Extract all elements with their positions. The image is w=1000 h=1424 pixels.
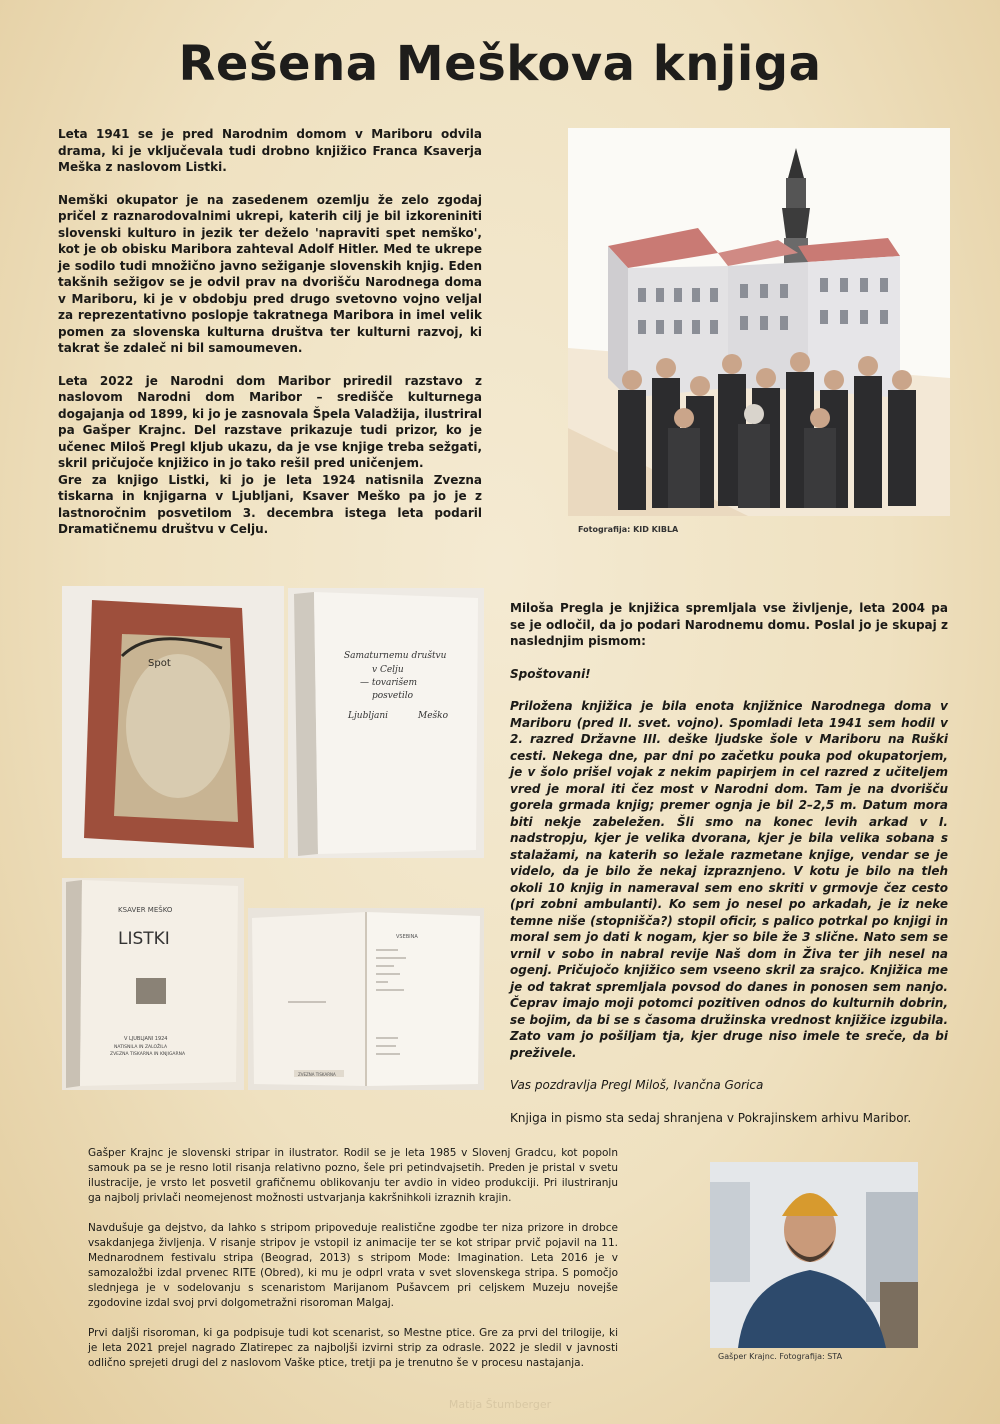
- letter-salutation: Spoštovani!: [510, 666, 591, 681]
- letter-section: [510, 600, 948, 1142]
- dedication-line: — tovarišem: [360, 678, 418, 688]
- intro-paragraph: Gre za knjigo Listki, ki jo je leta 1924 natisnila Zvezna tiskarna in knjigarna v Ljubljani, Ksaver Meško pa jo je z lastnoročnim posvetilom 3. decembra istega leta podaril Dramatičnemu društvu v Celju.: [58, 472, 482, 536]
- photo-title-page: [62, 878, 244, 1090]
- photo-book-cover: [62, 586, 284, 858]
- intro-paragraph: Nemški okupator je na zasedenem ozemlju že zelo zgodaj pričel z raznarodovalnimi ukrepi, katerih cilj je bil izkoreniniti slovenski kulturo in jezik ter deželo 'napraviti spet nemško', kot je ob obisku Maribora zahteval Adolf Hitler. Med te ukrepe je sodilo tudi množično javno sežiganje slovenskih knjig. Eden takšnih sežigov se je odvil prav na dvorišču Narodnega doma v Mariboru, ki je v obdobju pred drugo svetovno vojno veljal za reprezentativno poslopje takratnega Maribora in imel velik pomen za slovenska kulturna društva ter kulturni razvoj, ki takrat še zdaleč ni bil samoumeven.: [58, 192, 482, 355]
- title-page-publisher: NATISNILA IN ZALOŽILA: [114, 1045, 168, 1050]
- title-page-title: LISTKI: [118, 929, 170, 949]
- bio-text: [88, 1146, 618, 1386]
- contents-stamp: ZVEZNA TISKARNA: [298, 1072, 336, 1077]
- page-title: Rešena Meškova knjiga: [178, 36, 822, 92]
- intro-text: [58, 126, 482, 554]
- illustration-caption: Fotografija: KID KIBLA: [578, 525, 679, 534]
- intro-paragraph: Leta 2022 je Narodni dom Maribor priredil razstavo z naslovom Narodni dom Maribor – središče kulturnega dogajanja od 1899, ki jo je zasnovala Špela Valadžija, ilustriral pa Gašper Krajnc. Del razstave prikazuje tudi prizor, ko je učenec Miloš Pregl kljub ukazu, da je vse knjige treba sežgati, skril pričujoče knjižico in jo tako rešil pred uničenjem.: [58, 373, 482, 470]
- page-credit: Matija Štumberger: [448, 1398, 552, 1411]
- title-page-author: KSAVER MEŠKO: [118, 906, 173, 914]
- portrait-caption: Gašper Krajnc. Fotografija: STA: [718, 1352, 843, 1361]
- photo-contents-page: [248, 908, 484, 1090]
- illustration-narodni-dom: [568, 128, 950, 516]
- bio-paragraph: Navdušuje ga dejstvo, da lahko s stripom pripoveduje realistične zgodbe ter niza prizore in drobce vsakdanjega življenja. V risanje stripov je vstopil iz animacije ter se kot stripar prvič pojavil na 11. Mednarodnem festivalu stripa (Beograd, 2013) s stripom Mode: Imagination. Leta 2016 je v samozaložbi izdal prvenec RITE (Obred), ki mu je odprl vrata v svet slovenskega stripa. S pomočjo slednjega je v sodelovanju s scenaristom Marijanom Pušavcem pri celjskem Muzeju novejše zgodovine izdal svoj prvi dolgometražni risoroman Malgaj.: [88, 1222, 618, 1309]
- dedication-line: v Celju: [372, 665, 404, 675]
- bio-paragraph: Gašper Krajnc je slovenski stripar in ilustrator. Rodil se je leta 1985 v Slovenj Gradcu, kot popoln samouk pa se je resno lotil risanja relativno pozno, šele pri petindvajsetih. Preden je pristal v svetu ilustracije, je vrsto let posvetil grafičnemu oblikovanju ter avdio in video produkciji. Pri ilustriranju ga najbolj privlači neomejenost možnosti ustvarjanja kakršnihkoli izraznih krajin.: [88, 1147, 618, 1204]
- title-page-publisher: V LJUBLJANI 1924: [124, 1036, 168, 1042]
- cover-label: Spot: [148, 658, 171, 669]
- letter-closing: Vas pozdravlja Pregl Miloš, Ivančna Gorica: [510, 1078, 764, 1092]
- contents-heading: VSEBINA: [396, 934, 418, 940]
- photo-dedication-page: [288, 588, 484, 858]
- dedication-line: Samaturnemu društvu: [344, 651, 447, 661]
- letter-body: Priložena knjižica je bila enota knjižnice Narodnega doma v Mariboru (pred II. svet. vojno). Spomladi leta 1941 sem hodil v 2. razred Državne III. deške ljudske šole v Mariboru na Ruški cesti. Nekega dne, par dni po začetku pouka pod okupatorjem, je v šolo prišel vojak z nekim papirjem in cel razred z učiteljem vred je moral iti čez most v Narodni dom. Tam je na dvorišču gorela grmada knjig; premer ognja je bil 2–2,5 m. Datum mora biti nekje zabeležen. Šli smo na konec levih arkad v I. nadstropju, kjer je velika dvorana, kjer je bila velika sobana s stalažami, na katerih so ležale razmetane knjige, vendar se je videlo, da je bilo že nekaj izpraznjeno. V kotu je bilo na tleh okoli 10 knjig in nameraval sem eno skriti v grmovje čez cesto (pri zobni ambulanti). Ko sem jo nesel po arkadah, je iz neke temne niše (stopnišča?) stopil oficir, s palico potrkal po knjigi in moral sem jo dati k nogam, kjer so bile že 3 slične. Nato sem se vrnil v sobo in nabral revije Naš dom in Živa ter jih nesel na ogenj. Pričujočo knjižico sem vseeno skril za srajco. Knjižica me je od takrat spremljala povsod do danes in ponosen sem nanjo. Čeprav imajo moji potomci pozitiven odnos do kulturnih dobrin, se bojim, da bi se s časoma družinska vrednost knjižice izgubila. Zato vam jo pošiljam tja, kjer druge niso imele te sreče, da bi preživele.: [510, 699, 948, 1060]
- letter-footer: Knjiga in pismo sta sedaj shranjena v Pokrajinskem arhivu Maribor.: [510, 1110, 912, 1125]
- dedication-line: Ljubljani: [348, 711, 389, 721]
- dedication-line: posvetilo: [372, 691, 414, 701]
- bio-paragraph: Prvi daljši risoroman, ki ga podpisuje tudi kot scenarist, so Mestne ptice. Gre za prvi del trilogije, ki je leta 2021 prejel nagrado Zlatirepec za najboljši izvirni strip za odrasle. 2022 je sledil v javnosti odlično sprejeti drugi del z naslovom Vaške ptice, tretji pa je trenutno še v procesu nastajanja.: [88, 1327, 618, 1369]
- photo-portrait: [710, 1162, 918, 1348]
- letter-intro: Miloša Pregla je knjižica spremljala vse življenje, leta 2004 pa se je odločil, da jo podari Narodnemu domu. Poslal jo je skupaj z naslednjim pismom:: [510, 601, 948, 648]
- dedication-line: Meško: [418, 711, 449, 721]
- intro-paragraph: Leta 1941 se je pred Narodnim domom v Mariboru odvila drama, ki je vključevala tudi drobno knjižico Franca Ksaverja Meška z naslovom Listki.: [58, 127, 482, 174]
- title-page-publisher: ZVEZNA TISKARNA IN KNJIGARNA: [110, 1052, 186, 1057]
